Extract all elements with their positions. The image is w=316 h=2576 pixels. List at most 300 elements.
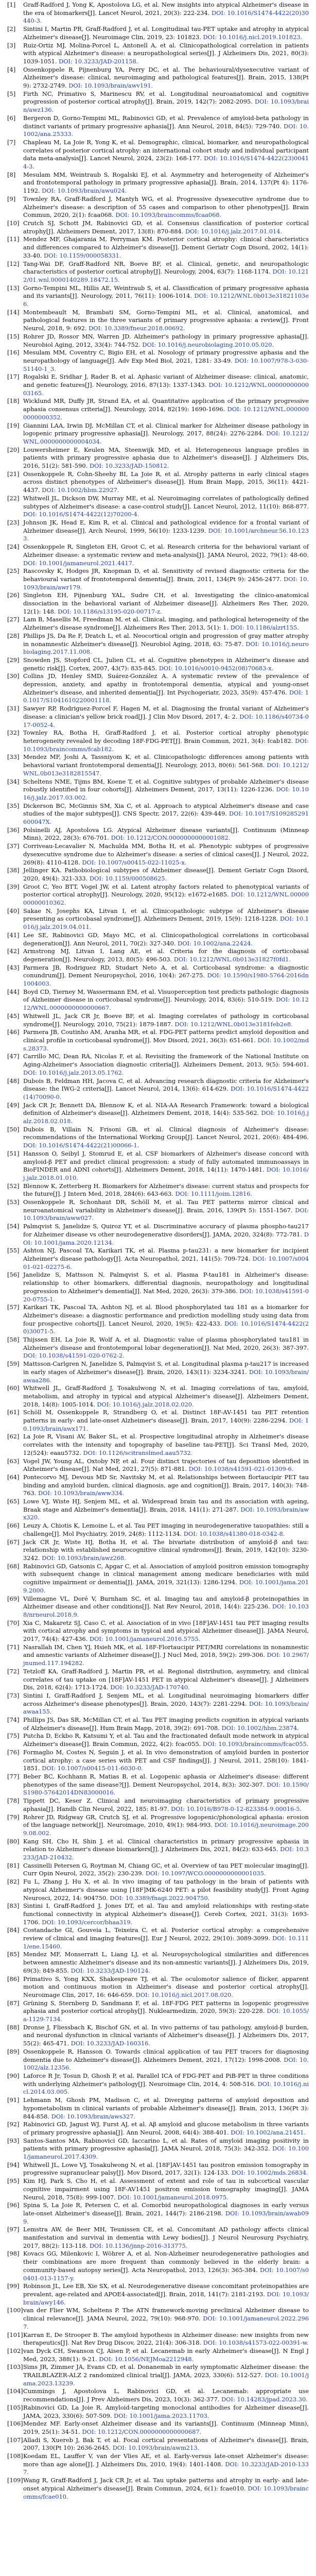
reference-doi-link[interactable]: DOI: 10.1001/jama.2019.2000. xyxy=(23,1579,309,1594)
reference-item xyxy=(7,2096,309,2121)
reference-item xyxy=(7,1692,309,1716)
reference-doi-link[interactable]: DOI: 10.1159/000508625. xyxy=(89,874,167,882)
reference-doi-link[interactable]: DOI: 10.1093/brain/aww334. xyxy=(38,1489,125,1497)
reference-item xyxy=(7,2282,309,2307)
reference-doi-link[interactable]: DOI: 10.14283/jpad.2023.30. xyxy=(221,2396,308,2403)
reference-doi-link[interactable]: DOI: 10.1016/j.nicl.2014.03.005. xyxy=(23,2080,309,2096)
reference-doi-link[interactable]: DOI: 10.1212/WNL.0b013e3182815547. xyxy=(23,761,309,777)
reference-doi-link[interactable]: DOI: 10.1111/ene.15460. xyxy=(23,1935,309,1950)
reference-doi-link[interactable]: DOI: 10.1212/WNL.0000000000000352. xyxy=(23,405,309,421)
reference-citation: Rabinovici GD, Gatsonis C, Apgar C, et al. Association of amyloid positron emission tomography with subsequent change in clinical management among medicare beneficiaries with mild cognitive impairment or dementia[J]. JAMA, 2019, 321(13): 1286-1294. xyxy=(23,1562,309,1586)
reference-item xyxy=(7,2137,309,2161)
reference-citation: Mendez MF, Ghajarania M, Perryman KM. Posterior cortical atrophy: clinical characteristics and differences compared to Alzheimer's disease[J]. Dement Geriatr Cogn Disord, 2002, 14(1): 33-40. xyxy=(23,235,309,259)
reference-citation: Ashton NJ, Pascoal TA, Karikari TK, et al. Plasma p-tau231: a new biomarker for incipient Alzheimer's disease pathology[J]. Acta Neuropathol, 2021, 141(5): 709-724. xyxy=(23,1247,309,1262)
reference-citation: Whitwell JL, Graff-Radford J, Tosakulwong N, et al. Imaging correlations of tau, amyloid, metabolism, and atrophy in typical and atypical Alzheimer's disease[J]. Alzheimers Dement, 2018, 14(8): 1005-1014. xyxy=(23,1384,309,1408)
reference-item xyxy=(7,1182,309,1198)
reference-item xyxy=(7,373,309,397)
reference-item xyxy=(7,2250,309,2282)
reference-doi-link[interactable]: DOI: 10.1093/braincomms/fcab182. xyxy=(23,737,309,753)
reference-doi-link[interactable]: DOI: 10.1159/000058331. xyxy=(44,251,121,259)
reference-item xyxy=(7,446,309,470)
reference-doi-link[interactable]: DOI: 10.1212/CON.0000000000001082. xyxy=(111,834,231,842)
reference-item xyxy=(7,826,309,842)
reference-number: [87] xyxy=(7,1999,20,2007)
reference-doi-link[interactable]: DOI: 10.1093/brain/aws327. xyxy=(51,2112,136,2120)
reference-doi-link[interactable]: DOI: 10.1001/jamaneurol.2018.0975. xyxy=(117,2193,229,2201)
reference-doi-link[interactable]: DOI: 10.1016/j.nicl.2017.08.020. xyxy=(135,1991,233,1998)
reference-citation: Kim HJ, Park S, Cho H, et al. Assessment of extent and role of tau in subcortical vascular cognitive impairment using 18F-AV1451 positron emission tomography imaging[J]. JAMA Neurol, 2018, 75(8): 999-1007. xyxy=(23,2177,309,2201)
reference-item xyxy=(7,1198,309,1223)
reference-citation: Dubois B, Villain N, Frisoni GB, et al. Clinical diagnosis of Alzheimer's disease: recommendations of the International Working Group[J]. Lancet Neurol, 2021, 20(6): 484-496. xyxy=(23,1125,309,1141)
reference-number: [19] xyxy=(7,421,20,429)
reference-doi-link[interactable]: DOI: 10.1093/brain/awx171. xyxy=(23,1417,309,1432)
reference-item xyxy=(7,705,309,729)
reference-doi-link[interactable]: DOI: 10.1007/s00401-013-1157-y. xyxy=(23,2266,309,2282)
reference-citation: Graff-Radford J, Yong K, Apostolova LG, et al. New insights into atypical Alzheimer's disease in the era of biomarkers[J]. Lancet Neurol, 2021, 20(3): 222-234. xyxy=(23,1,309,16)
reference-number: [25] xyxy=(7,567,20,575)
reference-doi-link[interactable]: DOI: 10.1097/WCO.0000000000001035. xyxy=(145,1870,266,1877)
reference-citation: Tang-Wai DF, Graff-Radford NR, Boeve BF, et al. Clinical, genetic, and neuropathologic characteristics of posterior cortical atrophy[J]. Neurology, 2004, 63(7): 1168-1174. xyxy=(23,260,309,276)
reference-item xyxy=(7,2420,309,2436)
reference-number: [97] xyxy=(7,2226,20,2233)
reference-doi-link[interactable]: DOI: 10.1016/s0010-9452(08)70683-x. xyxy=(159,664,274,672)
reference-number: [102] xyxy=(7,2347,23,2354)
reference-doi-link[interactable]: DOI: 10.1016/j.neurobiolaging.2010.05.020. xyxy=(142,341,274,348)
reference-citation: Crutch SJ, Schott JM, Rabinovici GD, et al. Consensus classification of posterior cortical atrophy[J]. Alzheimers Dement, 2017, 13(8): 870-884. xyxy=(23,219,309,235)
reference-citation: Phillips JS, Da Re F, Dratch L, et al. Neocortical origin and progression of gray matter atrophy in nonamnestic Alzheimer's disease[J]. Neurobiol Aging, 2018, 63: 75-87. xyxy=(23,632,309,648)
reference-number: [22] xyxy=(7,494,20,502)
reference-number: [78] xyxy=(7,1797,20,1805)
reference-number: [80] xyxy=(7,1837,20,1845)
reference-doi-link[interactable]: DOI: 10.1212/WNL.0000000000010362. xyxy=(23,891,309,907)
reference-doi-link[interactable]: DOI: 10.1136/jnnp-2016-313775. xyxy=(89,2242,188,2249)
reference-citation: Putcha D, Eckbo R, Katsumi Y, et al. Tau and the fractionated default mode network in atypical Alzheimer's disease[J]. Brain Commun, 2022, 4(2): fcac055. xyxy=(23,1732,309,1748)
reference-citation: Wang R, Graff-Radford J, Jack CR Jr, et al. Tau uptake patterns and atrophy in early- and late-onset atypical Alzheimer's disease[J]. Brain Commun, 2024, 6(1): fcae010. xyxy=(23,2477,309,2492)
reference-doi-link[interactable]: DOI: 10.1093/brain/awaa155. xyxy=(23,1700,309,1716)
reference-item xyxy=(7,2363,309,2387)
reference-citation: Alladi S, Xuereb J, Bak T, et al. Focal cortical presentations of Alzheimer's disease[J]. Brain, 2007, 130(Pt 10): 2636-2645. xyxy=(23,2436,309,2452)
reference-number: [96] xyxy=(7,2201,20,2209)
reference-number: [35] xyxy=(7,802,20,809)
reference-number: [95] xyxy=(7,2177,20,2185)
reference-doi-link[interactable]: DOI: 10.1093/brain/aww027. xyxy=(23,1206,309,1222)
reference-number: [44] xyxy=(7,988,20,995)
reference-item xyxy=(7,235,309,260)
reference-number: [52] xyxy=(7,1182,20,1190)
reference-number: [69] xyxy=(7,1595,20,1602)
reference-citation: Lam B, Masellis M, Freedman M, et al. Clinical, imaging, and pathological heterogeneity of the Alzheimer's disease syndrome[J]. Alzheimers Res Ther, 2013, 5(1): 1. xyxy=(23,616,309,632)
reference-citation: Tippett DC, Keser Z. Clinical and neuroimaging characteristics of primary progressive aphasia[J]. Handb Clin Neurol, 2022, 185: 81-97. xyxy=(23,1797,309,1812)
reference-item xyxy=(7,1473,309,1498)
reference-doi-link[interactable]: DOI: 10.1038/nrneurol.2018.9. xyxy=(23,1603,309,1618)
reference-doi-link[interactable]: DOI: 10.1093/brain/awr179. xyxy=(23,575,309,591)
reference-item xyxy=(7,1732,309,1748)
reference-doi-link[interactable]: DOI: 10.1126/scitranslmed.aau5732. xyxy=(83,1449,193,1456)
reference-citation: Parmera JB, Coutinho AM, Aranha MR, et al. FDG-PET patterns predict amyloid deposition and clinical profile in corticobasal syndrome[J]. Mov Disord, 2021, 36(3): 651-661. xyxy=(23,1028,309,1044)
reference-doi-link[interactable]: DOI: 10.2967/jnumed.117.194282. xyxy=(23,1651,309,1667)
reference-number: [34] xyxy=(7,777,20,785)
reference-doi-link[interactable]: DOI: 10.1016/S1474-4422(23)00414-3. xyxy=(23,155,309,171)
reference-doi-link[interactable]: DOI: 10.1212/WNL.0b013e31827f0fd1. xyxy=(173,955,291,963)
reference-doi-link[interactable]: DOI: 10.1093/brain/awx320. xyxy=(23,1505,309,1521)
reference-citation: Villemagne VL, Doré V, Burnham SC, et al. Imaging tau and amyloid-β proteinopathies in Alzheimer disease and other conditions[J]. Nat Rev Neurol, 2018, 14(4): 225-236. xyxy=(23,1595,309,1611)
reference-doi-link[interactable]: DOI: 10.1017/S1041610220001118. xyxy=(23,688,309,704)
reference-doi-link[interactable]: DOI: 10.1007/s00401-021-02275-6. xyxy=(23,1255,309,1270)
reference-number: [17] xyxy=(7,373,20,381)
reference-item xyxy=(7,1878,309,1902)
reference-number: [5] xyxy=(7,90,16,97)
reference-doi-link[interactable]: DOI: 10.1002/ana.25333. xyxy=(23,122,309,138)
reference-doi-link[interactable]: DOI: 10.3389/fnagi.2022.904750. xyxy=(110,1894,210,1902)
reference-doi-link[interactable]: DOI: 10.1212/01.wnl.0000140289.18472.15. xyxy=(23,268,309,283)
reference-citation: Phillips JS, Das SR, McMillan CT, et al. Tau PET imaging predicts cognition in atypical variants of Alzheimer's disease[J]. Hum Brain Mapp, 2018, 39(2): 691-708. xyxy=(23,1716,309,1732)
reference-item xyxy=(7,1643,309,1668)
reference-number: [40] xyxy=(7,907,20,914)
reference-item xyxy=(7,2477,309,2501)
reference-item xyxy=(7,2072,309,2096)
reference-doi-link[interactable]: DOI: 10.1016/B978-0-12-823384-9.00016-5. xyxy=(171,1805,302,1812)
reference-number: [83] xyxy=(7,1902,20,1910)
reference-number: [27] xyxy=(7,616,20,623)
reference-doi-link[interactable]: DOI: 10.3233/JAD-210432. xyxy=(23,1845,309,1861)
reference-doi-link[interactable]: DOI: 10.1212/WNL.0b013e31821103e6. xyxy=(23,292,309,308)
reference-doi-link[interactable]: DOI: 10.1016/j.jalz.2013.05.1762. xyxy=(23,1069,124,1076)
reference-number: [14] xyxy=(7,308,20,316)
reference-citation: Ossenkoppele R, Singleton EH, Groot C, et al. Research criteria for the behavioral variant of Alzheimer disease: a systematic review and meta-analysis[J]. JAMA Neurol, 2022, 79(1): 48-60. xyxy=(23,543,309,558)
reference-number: [46] xyxy=(7,1028,20,1036)
reference-doi-link[interactable]: DOI: 10.1590/S1980-57642014DN83000016. xyxy=(23,1781,309,1797)
reference-item xyxy=(7,2452,309,2477)
reference-item xyxy=(7,883,309,907)
reference-citation: Vogel JW, Young AL, Oxtoby NP, et al. Four distinct trajectories of tau deposition identified in Alzheimer's disease[J]. Nat Med, 2021, 27(5): 871-881. xyxy=(23,1457,309,1473)
reference-doi-link[interactable]: DOI: 10.1038/s41380-018-0342-8. xyxy=(183,1530,285,1537)
reference-number: [62] xyxy=(7,1433,20,1440)
reference-citation: Karikari TK, Pascoal TA, Ashton NJ, et al. Blood phosphorylated tau 181 as a biomarker for Alzheimer's disease: a diagnostic performance and prediction modelling study using data from four prospective cohorts[J]. Lancet Neurol, 2020, 19(5): 422-433. xyxy=(23,1303,309,1327)
reference-item xyxy=(7,1797,309,1813)
reference-doi-link[interactable]: DOI: 10.1016/S1474-4422(20)30440-3. xyxy=(23,9,309,25)
reference-doi-link[interactable]: DOI: 10.1093/brain/awy146. xyxy=(23,2290,309,2306)
reference-doi-link[interactable]: DOI: 10.1212/WNL.0b013e3181feb2e8. xyxy=(174,1020,293,1028)
reference-doi-link[interactable]: DOI: 10.1093/braincomms/fcaa068. xyxy=(115,211,222,219)
reference-item xyxy=(7,778,309,802)
reference-doi-link[interactable]: DOI: 10.3233/JAD-2010-1337. xyxy=(23,2460,309,2476)
reference-item xyxy=(7,219,309,235)
reference-number: [94] xyxy=(7,2161,20,2168)
reference-citation: Formaglio M, Costes N, Seguin J, et al. In vivo demonstration of amyloid burden in posterior cortical atrophy: a case series with PET and CSF findings[J]. J Neurol, 2011, 258(10): 1841-1851. xyxy=(23,1748,309,1772)
reference-citation: Lee SE, Rabinovici GD, Mayo MC, et al. Clinicopathological correlations in corticobasal degeneration[J]. Ann Neurol, 2011, 70(2): 327-340. xyxy=(23,931,309,947)
reference-doi-link[interactable]: DOI: 10.1093/brain/awz136. xyxy=(23,98,309,114)
reference-number: [72] xyxy=(7,1667,20,1675)
reference-doi-link[interactable]: DOI: 10.1093/brain/awu024. xyxy=(42,187,127,195)
reference-item xyxy=(7,2048,309,2072)
reference-citation: Blennow K, Zetterberg H. Biomarkers for Alzheimer's disease: current status and prospects for the future[J]. J Intern Med, 2018, 284(6): 643-663. xyxy=(23,1182,309,1198)
reference-item xyxy=(7,1150,309,1182)
reference-citation: Ossenkoppele R, Cohn-Sheehy BI, La Joie R, et al. Atrophy patterns in early clinical stages across distinct phenotypes of Alzheimer's disease[J]. Hum Brain Mapp, 2015, 36(11): 4421-4437. xyxy=(23,470,309,494)
reference-citation: Louwersheimer E, Keulen MA, Steenwijk MD, et al. Heterogeneous language profiles in patients with primary progressive aphasia due to Alzheimer's disease[J]. J Alzheimers Dis, 2016, 51(2): 581-590. xyxy=(23,446,309,470)
reference-doi-link[interactable]: DOI: 10.3233/JAD-170740. xyxy=(110,1684,190,1691)
reference-doi-link[interactable]: DOI: 10.1038/s41573-022-00391-w. xyxy=(203,2339,309,2347)
reference-number: [12] xyxy=(7,260,20,267)
reference-doi-link[interactable]: DOI: 10.1016/j.jalz.2019.04.011. xyxy=(23,915,309,931)
reference-number: [68] xyxy=(7,1562,20,1570)
reference-number: [53] xyxy=(7,1198,20,1206)
reference-doi-link[interactable]: DOI: 10.1038/s41591-020-0755-1. xyxy=(23,1287,309,1303)
reference-doi-link[interactable]: DOI: 10.1186/s40734-017-0052-4. xyxy=(23,713,309,728)
reference-number: [88] xyxy=(7,2023,20,2031)
reference-number: [99] xyxy=(7,2282,20,2290)
reference-citation: Carrillo MC, Dean RA, Nicolas F, et al. Revisiting the framework of the National Institute on Aging-Alzheimer's Association diagnostic criteria[J]. Alzheimers Dement, 2013, 9(5): 594-601. xyxy=(23,1053,309,1069)
reference-number: [56] xyxy=(7,1271,20,1279)
reference-number: [55] xyxy=(7,1247,20,1255)
reference-doi-link[interactable]: DOI: 10.1016/j.neurobiolaging.2017.11.008. xyxy=(23,640,309,656)
reference-doi-link[interactable]: DOI: 10.3389/fneur.2018.00692. xyxy=(89,325,185,332)
reference-number: [20] xyxy=(7,446,20,453)
reference-doi-link[interactable]: DOI: 10.1017/S109285291600047X. xyxy=(23,810,309,826)
reference-doi-link[interactable]: DOI: 10.3233/JAD-160316. xyxy=(71,2040,151,2047)
reference-doi-link[interactable]: DOI: 10.1016/S1474-4422(14)70090-0. xyxy=(23,1085,309,1100)
reference-number: [42] xyxy=(7,947,20,955)
reference-item xyxy=(7,114,309,139)
reference-number: [33] xyxy=(7,753,20,761)
reference-citation: Rohrer JD, Ridgway GR, Crutch SJ, et al. Progressive logopenic/phonological aphasia: erosion of the language network[J]. Neuroimage, 2010, 49(1): 984-993. xyxy=(23,1813,309,1829)
reference-number: [100] xyxy=(7,2307,23,2314)
reference-doi-link[interactable]: DOI: 10.1001/jama.2020.12134. xyxy=(23,1230,309,1246)
reference-doi-link[interactable]: DOI: 10.1002/mds.26834. xyxy=(231,2169,308,2177)
reference-item xyxy=(7,964,309,988)
reference-number: [4] xyxy=(7,65,16,73)
reference-citation: Whitwell JL, Lowe VJ, Tosakulwong N, et al. [18F]AV-1451 tau positron emission tomography in progressive supranuclear palsy[J]. Mov Disord, 2017, 32(1): 124-133. xyxy=(23,2161,309,2177)
reference-doi-link[interactable]: DOI: 10.1093/brain/awz268. xyxy=(42,1554,126,1562)
reference-doi-link[interactable]: DOI: 10.1016/j.jalz.2018.02.018. xyxy=(23,1109,309,1125)
reference-item xyxy=(7,1862,309,1878)
reference-number: [77] xyxy=(7,1772,20,1780)
reference-doi-link[interactable]: DOI: 10.1001/jamaneurol.2017.4309. xyxy=(23,2145,309,2161)
reference-doi-link[interactable]: DOI: 10.1001/jamaneurol.2021.4417. xyxy=(23,559,134,567)
reference-number: [93] xyxy=(7,2137,20,2144)
reference-citation: Boyd CD, Tierney M, Wassermann EM, et al. Visuoperception test predicts pathologic diagnosis of Alzheimer disease in corticobasal syndrome[J]. Neurology, 2014, 83(6): 510-519. xyxy=(23,988,309,1004)
reference-citation: Bergeron D, Gorno-Tempini ML, Rabinovici GD, et al. Prevalence of amyloid-beta pathology in distinct variants of primary progressive aphasia[J]. Ann Neurol, 2018, 84(5): 729-740. xyxy=(23,114,309,130)
reference-doi-link[interactable]: DOI: 10.1093/cercor/bhaa319. xyxy=(42,1918,133,1926)
reference-doi-link[interactable]: DOI: 10.1212/WNL.0000000000000667. xyxy=(23,996,309,1012)
reference-citation: Armstrong MJ, Litvan I, Lang AE, et al. Criteria for the diagnosis of corticobasal degeneration[J]. Neurology, 2013, 80(5): 496-503. xyxy=(23,947,309,963)
reference-number: [108] xyxy=(7,2452,23,2460)
reference-doi-link[interactable]: DOI: 10.1002/hbm.22927. xyxy=(42,486,119,494)
reference-doi-link[interactable]: DOI: 10.1007/978-3-030-51140-1_3. xyxy=(23,357,309,372)
reference-doi-link[interactable]: DOI: 10.1002/hbm.23874. xyxy=(221,1724,299,1732)
reference-number: [90] xyxy=(7,2072,20,2079)
reference-doi-link[interactable]: DOI: 10.1002/ana.22424. xyxy=(178,939,253,947)
reference-item xyxy=(7,1303,309,1336)
reference-item xyxy=(7,1458,309,1473)
reference-doi-link[interactable]: DOI: 10.1007/s00415-011-6030-0. xyxy=(42,1765,143,1772)
reference-item xyxy=(7,802,309,826)
reference-doi-link[interactable]: DOI: 10.1002/mds.28373. xyxy=(23,1037,309,1052)
reference-doi-link[interactable]: DOI: 10.1093/brain/awaa286. xyxy=(23,1368,309,1384)
reference-number: [81] xyxy=(7,1861,20,1869)
reference-doi-link[interactable]: DOI: 10.1002/alz.12356. xyxy=(23,2056,309,2072)
reference-item xyxy=(7,616,309,632)
reference-doi-link[interactable]: DOI: 10.1056/NEJMoa2212948. xyxy=(99,2355,194,2363)
reference-doi-link[interactable]: DOI: 10.3233/JAD-150812. xyxy=(89,462,169,470)
reference-item xyxy=(7,931,309,947)
reference-doi-link[interactable]: DOI: 10.1212/WNL.0000000000004034. xyxy=(23,430,309,445)
reference-item xyxy=(7,1247,309,1271)
reference-doi-link[interactable]: DOI: 10.1016/S1474-4422(12)70200-4. xyxy=(23,511,139,518)
reference-number: [2] xyxy=(7,25,16,33)
reference-doi-link[interactable]: DOI: 10.1001/jamaneurol.2022.2967. xyxy=(23,2315,309,2330)
reference-item xyxy=(7,1522,309,1538)
reference-doi-link[interactable]: DOI: 10.1038/s41591-021-01309-6. xyxy=(188,1465,294,1473)
reference-number: [103] xyxy=(7,2363,23,2371)
reference-doi-link[interactable]: DOI: 10.1016/j.jalz.2018.02.020. xyxy=(97,1400,194,1408)
reference-doi-link[interactable]: DOI: 10.1093/braincomms/fcae010. xyxy=(23,2484,309,2500)
reference-number: [30] xyxy=(7,672,20,680)
reference-number: [24] xyxy=(7,543,20,551)
reference-doi-link[interactable]: DOI: 10.1016/j.neuroimage.2009.08.002. xyxy=(23,1821,309,1837)
reference-item xyxy=(7,195,309,219)
reference-number: [59] xyxy=(7,1360,20,1368)
reference-doi-link[interactable]: DOI: 10.1016/j.jalz.2017.03.002. xyxy=(23,786,309,801)
reference-citation: Mendez MF, Monserratt L, Liang LJ, et al. Neuropsychological similarities and differences between amnestic Alzheimer's disease and its non-amnestic variants[J]. J Alzheimers Dis, 2019, 69(3): 849-855. xyxy=(23,1951,309,1974)
reference-citation: Thijssen EH, La Joie R, Wolf A, et al. Diagnostic value of plasma phosphorylated tau181 in Alzheimer's disease and frontotemporal lobar degeneration[J]. Nat Med, 2020, 26(3): 387-397. xyxy=(23,1336,309,1351)
reference-item xyxy=(7,1101,309,1126)
reference-citation: Lemstra AW, de Beer MH, Teunissen CE, et al. Concomitant AD pathology affects clinical manifestation and survival in dementia with Lewy bodies[J]. J Neurol Neurosurg Psychiatry, 2017, 88(2): 113-118. xyxy=(23,2226,309,2249)
reference-item xyxy=(7,2404,309,2420)
reference-doi-link[interactable]: DOI: 10.1111/joim.12816. xyxy=(175,1190,253,1198)
reference-item xyxy=(7,1384,309,1409)
reference-item xyxy=(7,1028,309,1053)
reference-doi-link[interactable]: DOI: 10.1001/jamaneurol.2016.5755. xyxy=(89,1635,201,1643)
reference-doi-link[interactable]: DOI: 10.1016/j.jalz.2018.01.010. xyxy=(23,1166,309,1181)
reference-citation: Rabinovici GD, La Joie R. Amyloid-targeting monoclonal antibodies for Alzheimer disease[J]. JAMA, 2023, 330(6): 507-509. xyxy=(23,2403,309,2419)
reference-item xyxy=(7,988,309,1012)
reference-doi-link[interactable]: DOI: 10.1186/alzrt155. xyxy=(230,624,299,632)
reference-item xyxy=(7,66,309,90)
reference-citation: Schöll M, Ossenkoppele R, Strandberg O, et al. Distinct 18F-AV-1451 tau PET retention patterns in early- and late-onset Alzheimer's disease[J]. Brain, 2017, 140(9): 2286-2294. xyxy=(23,1409,309,1425)
reference-item xyxy=(7,1902,309,1926)
reference-number: [28] xyxy=(7,632,20,639)
reference-number: [105] xyxy=(7,2403,23,2411)
reference-item xyxy=(7,2307,309,2331)
reference-doi-link[interactable]: DOI: 10.1093/brain/awm213. xyxy=(112,2444,200,2452)
reference-citation: Grüning S, Sternberg D, Sandmann F, et al. 18F-FDG PET patterns in logopenic progressive aphasia and posterior cortical atrophy[J]. Nuklearmedizin, 2020, 59(3): 220-228. xyxy=(23,1999,309,2015)
reference-citation: Johnson JK, Head E, Kim R, et al. Clinical and pathological evidence for a frontal variant of Alzheimer disease[J]. Arch Neurol, 1999, 56(10): 1233-1239. xyxy=(23,519,309,534)
reference-citation: Hansson O, Seibyl J, Stomrud E, et al. CSF biomarkers of Alzheimer's disease concord with amyloid-β PET and predict clinical progression: a study of fully automated immunoassays in BioFINDER and ADNI cohorts[J]. Alzheimers Dement, 2018, 14(11): 1470-1481. xyxy=(23,1149,309,1174)
reference-citation: van Dyck CH, Swanson CJ, Aisen P, et al. Lecanemab in early Alzheimer's disease[J]. N Engl J Med, 2023, 388(1): 9-21. xyxy=(23,2347,309,2363)
reference-number: [3] xyxy=(7,41,16,49)
reference-item xyxy=(7,1975,309,1999)
reference-item xyxy=(7,1619,309,1643)
reference-citation: Sintini I, Graff-Radford J, Senjem ML, et al. Longitudinal neuroimaging biomarkers differ across Alzheimer's disease phenotypes[J]. Brain, 2020, 143(7): 2281-2294. xyxy=(23,1691,309,1707)
reference-item xyxy=(7,2331,309,2347)
reference-number: [86] xyxy=(7,1975,20,1982)
reference-doi-link[interactable]: DOI: 10.3233/JAD-201158. xyxy=(59,57,138,65)
reference-item xyxy=(7,1814,309,1838)
reference-citation: Kovacs GG, Milenkovic I, Wöhrer A, et al. Non-Alzheimer neurodegenerative pathologies and their combinations are more frequent than commonly believed in the elderly brain: a community-based autopsy series[J]. Acta Neuropathol, 2013, 126(3): 365-384. xyxy=(23,2250,309,2274)
reference-citation: Whitwell JL, Jack CR Jr, Boeve BF, et al. Imaging correlates of pathology in corticobasal syndrome[J]. Neurology, 2010, 75(21): 1879-1887. xyxy=(23,1012,309,1028)
reference-item xyxy=(7,171,309,195)
reference-number: [50] xyxy=(7,1125,20,1133)
reference-citation: Corriveau-Lecavalier N, Machulda MM, Botha H, et al. Phenotypic subtypes of progressive dysexecutive syndrome due to Alzheimer's disease: a series of clinical cases[J]. J Neurol, 2022, 269(8): 4110-4128. xyxy=(23,842,309,866)
reference-doi-link[interactable]: DOI: 10.1007/s00415-022-11025-x. xyxy=(82,858,187,866)
reference-number: [16] xyxy=(7,349,20,357)
reference-doi-link[interactable]: DOI: 10.1001/archneur.56.10.1233. xyxy=(23,527,309,543)
reference-number: [21] xyxy=(7,470,20,478)
reference-citation: Mendez MF. Early-onset Alzheimer disease and its variants[J]. Continuum (Minneap Minn), 2019, 25(1): 34-51. xyxy=(23,2420,309,2435)
reference-doi-link[interactable]: DOI: 10.1016/j.jalz.2017.01.014. xyxy=(185,227,283,235)
reference-number: [41] xyxy=(7,931,20,939)
reference-citation: Chapleau M, La Joie R, Yong K, et al. Demographic, clinical, biomarker, and neuropathological correlates of posterior cortical atrophy: an international cohort study and individual participant data meta-analysis[J]. Lancet Neurol, 2024, 23(2): 168-177. xyxy=(23,138,309,162)
reference-doi-link[interactable]: DOI: 10.1186/s13195-020-00717-z. xyxy=(58,607,162,615)
reference-citation: Montembeault M, Brambati SM, Gorno-Tempini ML, et al. Clinical, anatomical, and pathological features in the three variants of primary progressive aphasia: a review[J]. Front Neurol, 2018, 9: 692. xyxy=(23,308,309,332)
reference-item xyxy=(7,907,309,931)
reference-citation: Lehmann M, Ghosh PM, Madison C, et al. Diverging patterns of amyloid deposition and hypometabolism in clinical variants of probable Alzheimer's disease[J]. Brain, 2013, 136(Pt 3): 844-858. xyxy=(23,2096,309,2120)
reference-citation: Cassinelli Petersen G, Roytman M, Chiang GC, et al. Overview of tau PET molecular imaging[J]. Curr Opin Neurol, 2022, 35(2): 230-239. xyxy=(23,1861,309,1877)
reference-doi-link[interactable]: DOI: 10.3233/JAD-190124. xyxy=(71,1967,151,1974)
reference-number: [92] xyxy=(7,2121,20,2128)
reference-citation: Wicklund MR, Duffy JR, Strand EA, et al. Quantitative application of the primary progressive aphasia consensus criteria[J]. Neurology, 2014, 82(19): 1690-1696. xyxy=(23,397,309,413)
reference-number: [79] xyxy=(7,1813,20,1821)
reference-doi-link[interactable]: DOI: 10.1093/braincomms/fcac055. xyxy=(202,1740,309,1748)
reference-doi-link[interactable]: DOI: 10.1002/ana.21451. xyxy=(231,2128,306,2136)
reference-citation: Xia C, Makaretz SJ, Caso C, et al. Association of in vivo [18F]AV-1451 tau PET imaging results with cortical atrophy and symptoms in typical and atypical Alzheimer disease[J]. JAMA Neurol, 2017, 74(4): 427-436. xyxy=(23,1619,309,1643)
reference-citation: Fu L, Zhang J, Hu X, et al. In vivo imaging of tau pathology in the brain of patients with atypical Alzheimer's disease using [18F]MK-6240 PET: a pilot feasibility study[J]. Front Aging Neurosci, 2022, 14: 904750. xyxy=(23,1878,309,1902)
reference-item xyxy=(7,2121,309,2137)
reference-citation: Ossenkoppele R, Pijnenburg YA, Perry DC, et al. The behavioural/dysexecutive variant of Alzheimer's disease: clinical, neuroimaging and pathological features[J]. Brain, 2015, 138(Pt 9): 2732-2749. xyxy=(23,65,309,90)
reference-citation: Rogalski E, Sridhar J, Rader B, et al. Aphasic variant of Alzheimer disease: clinical, anatomic, and genetic features[J]. Neurology, 2016, 87(13): 1337-1343. xyxy=(23,373,309,389)
reference-doi-link[interactable]: DOI: 10.1055/a-1129-7134. xyxy=(23,2007,309,2023)
reference-number: [36] xyxy=(7,826,20,834)
reference-doi-link[interactable]: DOI: 10.1093/brain/awab099. xyxy=(23,2209,309,2225)
reference-number: [104] xyxy=(7,2387,23,2395)
reference-doi-link[interactable]: DOI: 10.1038/s41591-020-0762-2. xyxy=(23,1352,125,1360)
reference-doi-link[interactable]: DOI: 10.1212/WNL.0000000000003165. xyxy=(23,381,309,397)
reference-number: [82] xyxy=(7,1878,20,1886)
reference-number: [23] xyxy=(7,519,20,526)
reference-number: [45] xyxy=(7,1012,20,1020)
reference-number: [10] xyxy=(7,219,20,227)
reference-citation: Jellinger KA. Pathobiological subtypes of Alzheimer disease[J]. Dement Geriatr Cogn Disord, 2020, 49(4): 321-333. xyxy=(23,867,309,882)
reference-citation: Gorno-Tempini ML, Hillis AE, Weintraub S, et al. Classification of primary progressive aphasia and its variants[J]. Neurology, 2011, 76(11): 1006-1014. xyxy=(23,284,309,300)
reference-number: [73] xyxy=(7,1691,20,1699)
reference-number: [29] xyxy=(7,656,20,664)
reference-item xyxy=(7,25,309,41)
reference-doi-link[interactable]: DOI: 10.1001/jama.2023.13239. xyxy=(23,2371,309,2387)
reference-item xyxy=(7,397,309,421)
reference-doi-link[interactable]: DOI: 10.1212/CON.0000000000000687. xyxy=(82,2428,202,2435)
reference-item xyxy=(7,2347,309,2363)
reference-number: [11] xyxy=(7,235,20,243)
reference-number: [76] xyxy=(7,1748,20,1756)
reference-citation: Rohrer JD, Rossor MN, Warren JD. Alzheimer's pathology in primary progressive aphasia[J]. Neurobiol Aging, 2012, 33(4): 744-752. xyxy=(23,332,309,348)
reference-citation: Townley RA, Graff-Radford J, Mantyh WG, et al. Progressive dysexecutive syndrome due to Alzheimer's disease: a description of 55 cases and comparison to other phenotypes[J]. Brain Commun, 2020, 2(1): fcaa068. xyxy=(23,195,309,219)
reference-citation: Dubois B, Feldman HH, Jacova C, et al. Advancing research diagnostic criteria for Alzheimer's disease: the IWG-2 criteria[J]. Lancet Neurol, 2014, 13(6): 614-629. xyxy=(23,1077,309,1093)
reference-number: [66] xyxy=(7,1522,20,1530)
reference-number: [70] xyxy=(7,1619,20,1626)
reference-doi-link[interactable]: DOI: 10.1016/S1474-4422(21)00066-1. xyxy=(23,1142,139,1149)
reference-item xyxy=(7,1563,309,1595)
reference-doi-link[interactable]: DOI: 10.1093/brain/awv191. xyxy=(68,82,153,90)
reference-item xyxy=(7,470,309,495)
reference-doi-link[interactable]: DOI: 10.1016/S1474-4422(20)30071-5. xyxy=(23,1319,309,1335)
reference-doi-link[interactable]: DOI: 10.1016/j.nicl.2019.101823. xyxy=(203,33,303,41)
reference-item xyxy=(7,867,309,883)
reference-doi-link[interactable]: DOI: 10.1001/jama.2023.11703. xyxy=(114,2412,209,2419)
reference-doi-link[interactable]: DOI: 10.1590/s1980-5764-2016dn1004003. xyxy=(23,972,309,988)
reference-item xyxy=(7,2201,309,2226)
reference-citation: Snowden JS, Stopford CL, Julien CL, et al. Cognitive phenotypes in Alzheimer's disease and genetic risk[J]. Cortex, 2007, 43(7): 835-845. xyxy=(23,656,309,672)
reference-item xyxy=(7,495,309,519)
